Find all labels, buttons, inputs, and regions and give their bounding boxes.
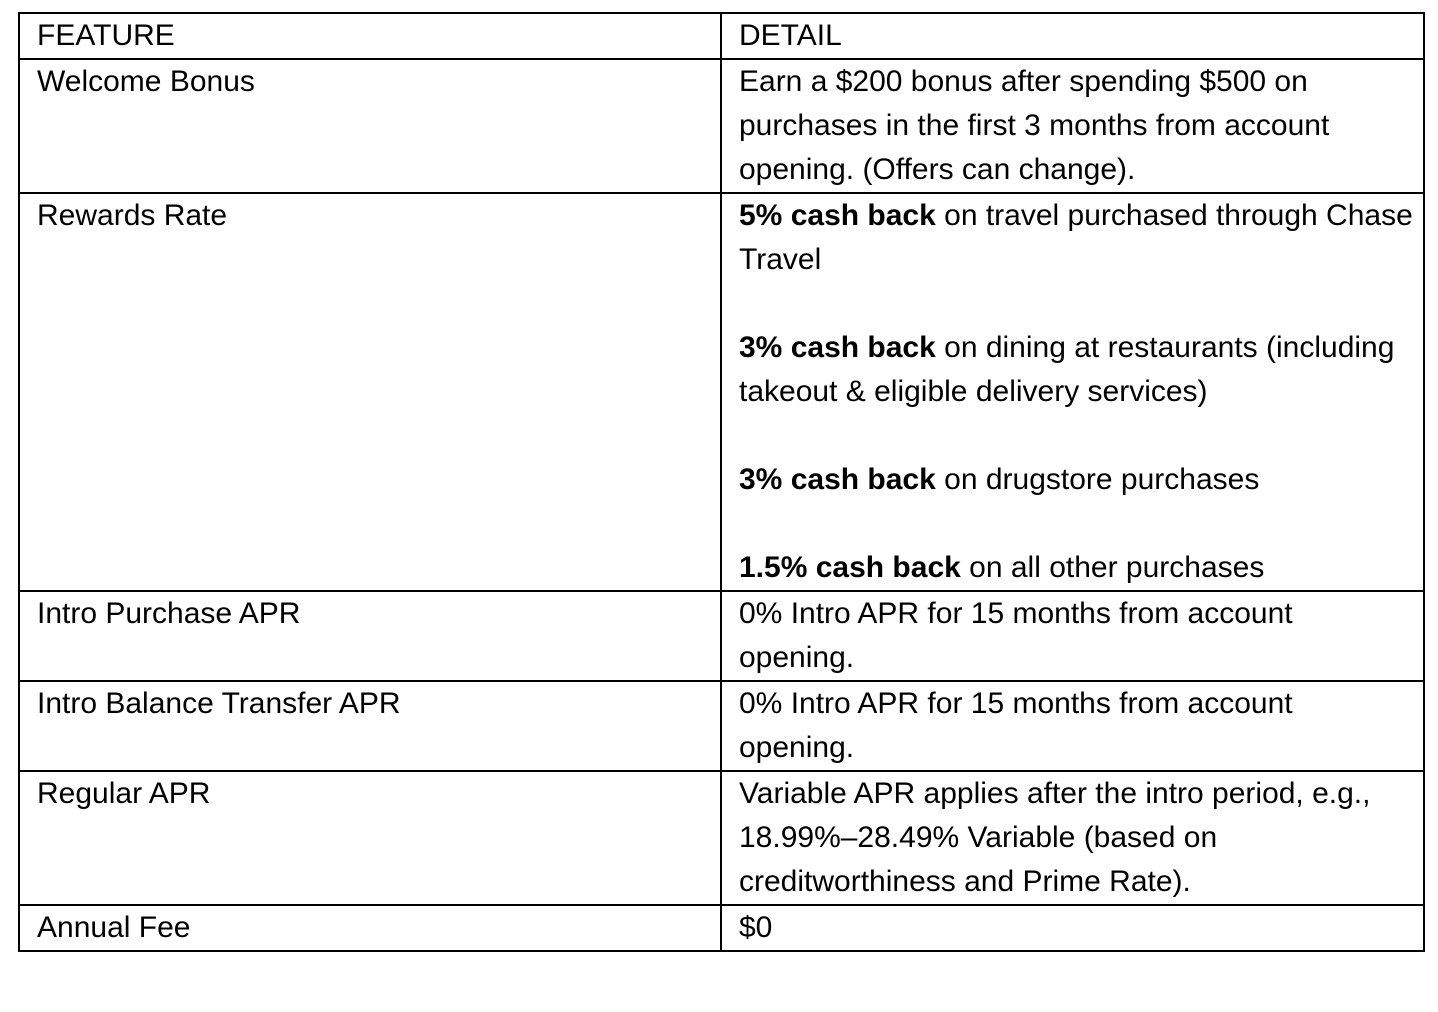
detail-cell: Variable APR applies after the intro period, e.g., 18.99%–28.49% Variable (based on creditworthiness and Prime Rate).: [721, 771, 1424, 905]
detail-cell: 0% Intro APR for 15 months from account opening.: [721, 681, 1424, 771]
reward-rate: 1.5% cash back: [739, 551, 961, 584]
table-row: [19, 905, 1424, 951]
reward-rate: 3% cash back: [739, 463, 936, 496]
detail-cell: 0% Intro APR for 15 months from account opening.: [721, 591, 1424, 681]
feature-cell: Welcome Bonus: [19, 59, 721, 193]
detail-cell: Earn a $200 bonus after spending $500 on purchases in the first 3 months from account opening. (Offers can change).: [721, 59, 1424, 193]
reward-description: on drugstore purchases: [935, 463, 1260, 496]
feature-cell: Intro Purchase APR: [19, 591, 721, 681]
reward-description: on dining at restaurants (including takeout & eligible delivery services): [739, 331, 1395, 408]
feature-cell: Annual Fee: [19, 905, 721, 951]
feature-column-header: FEATURE: [19, 13, 721, 59]
detail-cell: [721, 193, 1424, 591]
table-row: [19, 771, 1424, 905]
reward-rate: 3% cash back: [739, 331, 936, 364]
reward-rate: 5% cash back: [739, 199, 936, 232]
table-header-row: [19, 13, 1424, 59]
feature-cell: Rewards Rate: [19, 193, 721, 591]
table-row: [19, 591, 1424, 681]
reward-description: on travel purchased through Chase Travel: [739, 199, 1413, 276]
feature-detail-table: [18, 12, 1425, 952]
detail-cell: $0: [721, 905, 1424, 951]
reward-description: on all other purchases: [960, 551, 1265, 584]
reward-item: [739, 194, 1413, 282]
feature-cell: Regular APR: [19, 771, 721, 905]
feature-cell: Intro Balance Transfer APR: [19, 681, 721, 771]
table-row: [19, 193, 1424, 591]
table-row: [19, 59, 1424, 193]
table-row: [19, 681, 1424, 771]
reward-item: [739, 458, 1413, 502]
reward-item: [739, 546, 1413, 590]
reward-item: [739, 326, 1413, 414]
detail-column-header: DETAIL: [721, 13, 1424, 59]
